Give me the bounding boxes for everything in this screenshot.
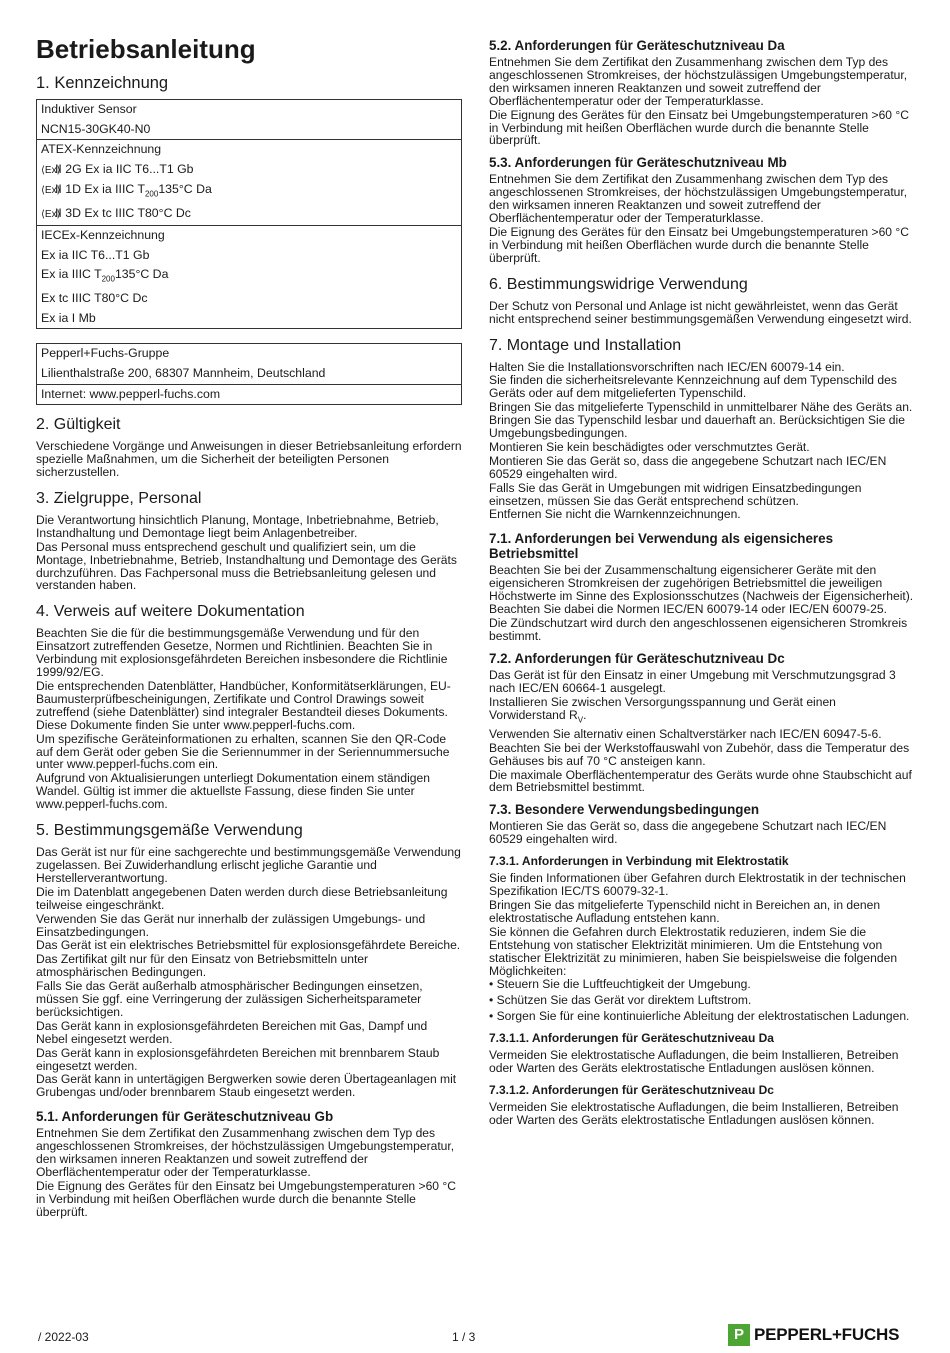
- section-heading: 1. Kennzeichnung: [36, 74, 169, 92]
- paragraph: Bringen Sie das mitgelieferte Typenschild nicht in Bereichen an, in denen elektrostatische Aufladung entstehen kann.: [489, 898, 881, 925]
- paragraph: Die Verantwortung hinsichtlich Planung, Montage, Inbetriebnahme, Betrieb, Instandhaltung und Demontage liegt beim Anlagenbetreiber.: [36, 512, 439, 540]
- paragraph: Entfernen Sie nicht die Warnkennzeichnungen.: [489, 507, 741, 522]
- atex-row: ⟨Ex⟩II 1D Ex ia IIIC $T_{200}135^\circ C$ Da: [37, 180, 462, 204]
- paragraph: Sie finden die sicherheitsrelevante Kennzeichnung auf dem Typenschild des Geräts oder auf dem mitgelieferten Typenschild.: [489, 373, 897, 401]
- table-cell: Pepperl+Fuchs-Gruppe: [37, 344, 462, 364]
- section-5-2: [489, 38, 914, 147]
- section-heading: 5. Bestimmungsgemäße Verwendung: [36, 822, 303, 840]
- iecex-row: Ex ia IIIC $T_{200}135^\circ C$ Da: [37, 265, 462, 289]
- paragraph: Montieren Sie das Gerät so, dass die angegebene Schutzart nach IEC/EN 60529 eingehalten wird.: [489, 453, 887, 481]
- paragraph: Beachten Sie bei der Zusammenschaltung eigensicherer Geräte mit den eigensicheren Stromkreisen der zugehörigen Betriebsmittel die jeweiligen Höchstwerte im Sinne des Explosionsschutzes (Nachweis der Eigensicherheit). Beachten Sie dabei die Normen IEC/EN 60079-14 oder IEC/EN 60079-25.: [489, 563, 914, 617]
- section-heading: 3. Zielgruppe, Personal: [36, 489, 202, 507]
- paragraph: Sie können die Gefahren durch Elektrostatik reduzieren, indem Sie die Entstehung von statischer Elektrizität minimieren. Um die Entstehung von statischer Elektrizität zu minimieren, haben Sie beispielsweise die folgenden Möglichkeiten:: [489, 924, 898, 978]
- paragraph: Die im Datenblatt angegebenen Daten werden durch diese Betriebsanleitung teilweise eingeschränkt.: [36, 884, 448, 912]
- paragraph: Um spezifische Geräteinformationen zu erhalten, scannen Sie den QR-Code auf dem Gerät oder geben Sie die Seriennummer in der Seriennummersuche unter www.pepperl-fuchs.com ein.: [36, 731, 450, 772]
- paragraph: Entnehmen Sie dem Zertifikat den Zusammenhang zwischen dem Typ des angeschlossenen Stromkreises, der höchstzulässigen Umgebungstemperatur, den wirksamen inneren Reaktanzen und soweit zutreffend der Oberflächentemperatur oder der Temperaturklasse.: [489, 172, 908, 226]
- paragraph: Falls Sie das Gerät außerhalb atmosphärischer Bedingungen einsetzen, müssen Sie ggf. eine Verringerung der zulässigen Sicherheitsparameter berücksichtigen.: [36, 979, 423, 1019]
- manufacturer-table: [36, 343, 462, 405]
- page-number: 1 / 3: [452, 1330, 476, 1344]
- paragraph: Das Gerät ist nur für eine sachgerechte und bestimmungsgemäße Verwendung zugelassen. Bei Zuwiderhandlung erlischt jegliche Garantie und Herstellerverantwortung.: [36, 845, 461, 885]
- paragraph: Das Zertifikat gilt nur für den Einsatz von Betriebsmitteln unter atmosphärischen Bedingungen.: [36, 952, 369, 980]
- ex-icon: ⟨Ex⟩: [41, 185, 61, 197]
- iecex-row: Ex ia I Mb: [37, 309, 462, 329]
- subsection-heading: 7.3.1.1. Anforderungen für Geräteschutzniveau Da: [489, 1031, 774, 1046]
- section-7-3: [489, 802, 914, 846]
- paragraph: Falls Sie das Gerät in Umgebungen mit widrigen Einsatzbedingungen einsetzen, müssen Sie das Gerät entsprechend schützen.: [489, 480, 862, 508]
- section-dokumentation: [36, 602, 462, 811]
- paragraph: Die Eignung des Gerätes für den Einsatz bei Umgebungstemperaturen >60 °C in Verbindung mit heißen Oberflächen wurde durch die benannte Stelle überprüft.: [489, 107, 909, 148]
- marking-table: [36, 99, 462, 329]
- paragraph: Verwenden Sie das Gerät nur innerhalb der zulässigen Umgebungs- und Einsatzbedingungen.: [36, 911, 426, 939]
- ex-icon: ⟨Ex⟩: [41, 164, 61, 176]
- paragraph: Die Zündschutzart wird durch den angeschlossenen eigensicheren Stromkreis bestimmt.: [489, 616, 908, 643]
- paragraph: Vermeiden Sie elektrostatische Aufladungen, die beim Installieren, Betreiben oder Warten des Geräts elektrostatische Entladungen auslösen können.: [489, 1048, 899, 1076]
- table-cell: IECEx-Kennzeichnung: [37, 226, 462, 246]
- paragraph: Aufgrund von Aktualisierungen unterliegt Dokumentation einem ständigen Wandel. Gültig ist immer die aktuellste Fassung, diese finden Sie unter www.pepperl-fuchs.com.: [36, 771, 430, 812]
- section-montage: [489, 336, 914, 522]
- subsection-heading: 5.2. Anforderungen für Geräteschutzniveau Da: [489, 38, 785, 53]
- paragraph: Entnehmen Sie dem Zertifikat den Zusammenhang zwischen dem Typ des angeschlossenen Stromkreises, der höchstzulässigen Umgebungstemperatur, den wirksamen inneren Reaktanzen und soweit zutreffend der Oberflächentemperatur oder der Temperaturklasse.: [36, 1126, 455, 1179]
- paragraph: Das Personal muss entsprechend geschult und qualifiziert sein, um die Montage, Inbetriebnahme, Betrieb, Instandhaltung und Demontage des Geräts durchzuführen. Das Fachpersonal muss die Betriebsanleitung gelesen und verstanden haben.: [36, 539, 457, 593]
- ex-icon: ⟨Ex⟩: [41, 209, 61, 221]
- company-logo: [728, 1324, 899, 1346]
- bullet-item: • Sorgen Sie für eine kontinuierliche Ableitung der elektrostatischen Ladungen.: [489, 1009, 910, 1024]
- section-heading: 4. Verweis auf weitere Dokumentation: [36, 603, 305, 621]
- table-cell: Lilienthalstraße 200, 68307 Mannheim, Deutschland: [37, 364, 462, 384]
- section-zielgruppe: [36, 489, 462, 592]
- paragraph: Verschiedene Vorgänge und Anweisungen in dieser Betriebsanleitung erfordern spezielle Maßnahmen, um die Sicherheit der beteiligten Personen sicherzustellen.: [36, 439, 462, 480]
- section-7-3-1: [489, 854, 914, 1023]
- table-cell: ATEX-Kennzeichnung: [37, 140, 462, 160]
- section-bestimmungsgemaess: [36, 821, 462, 1099]
- paragraph: Montieren Sie kein beschädigtes oder verschmutztes Gerät.: [489, 439, 810, 454]
- bullet-item: • Steuern Sie die Luftfeuchtigkeit der Umgebung.: [489, 977, 751, 992]
- section-7-1: [489, 531, 914, 642]
- paragraph: Die maximale Oberflächentemperatur des Geräts wurde ohne Staubschicht auf dem Betriebsmittel bestimmt.: [489, 767, 912, 795]
- subsection-heading: 5.3. Anforderungen für Geräteschutzniveau Mb: [489, 155, 787, 171]
- paragraph: Entnehmen Sie dem Zertifikat den Zusammenhang zwischen dem Typ des angeschlossenen Stromkreises, der höchstzulässigen Umgebungstemperatur, den wirksamen inneren Reaktanzen und soweit zutreffend der Oberflächentemperatur oder der Temperaturklasse.: [489, 55, 908, 108]
- table-cell: Induktiver Sensor: [37, 100, 462, 120]
- section-5-3: [489, 155, 914, 264]
- paragraph: Die Eignung des Gerätes für den Einsatz bei Umgebungstemperaturen >60 °C in Verbindung mit heißen Oberflächen wurde durch die benannte Stelle überprüft.: [489, 224, 909, 265]
- right-column: [489, 38, 914, 1135]
- table-cell: NCN15-30GK40-N0: [37, 120, 462, 140]
- section-kennzeichnung: [36, 74, 462, 405]
- atex-row: ⟨Ex⟩II 3D Ex tc IIIC T80°C Dc: [37, 204, 462, 225]
- atex-row: ⟨Ex⟩II 2G Ex ia IIC T6...T1 Gb: [37, 160, 462, 181]
- section-heading: 7. Montage und Installation: [489, 336, 682, 354]
- iecex-row: Ex ia IIC T6...T1 Gb: [37, 246, 462, 266]
- paragraph: Beachten Sie die für die bestimmungsgemäße Verwendung und für den Einsatzort zutreffenden Gesetze, Normen und Richtlinien. Beachten Sie in Verbindung mit explosionsgefährdeten Bereichen insbesondere die Richtlinie 1999/92/EG.: [36, 626, 448, 680]
- paragraph: Das Gerät ist ein elektrisches Betriebsmittel für explosionsgefährdete Bereiche.: [36, 938, 461, 953]
- logo-mark-icon: P: [728, 1324, 750, 1346]
- section-bestimmungswidrig: [489, 275, 914, 326]
- paragraph: Das Gerät kann in explosionsgefährdeten Bereichen mit brennbarem Staub eingesetzt werden.: [36, 1045, 440, 1073]
- document-title: Betriebsanleitung: [36, 34, 256, 64]
- paragraph: Beachten Sie bei der Werkstoffauswahl von Zubehör, dass die Temperatur des Gehäuses bis auf 70 °C ansteigen kann.: [489, 740, 910, 768]
- bullet-item: • Schützen Sie das Gerät vor direktem Luftstrom.: [489, 993, 752, 1008]
- iecex-row: Ex tc IIIC T80°C Dc: [37, 289, 462, 309]
- section-heading: 6. Bestimmungswidrige Verwendung: [489, 275, 748, 293]
- section-7-3-1-1: [489, 1031, 914, 1075]
- paragraph: Montieren Sie das Gerät so, dass die angegebene Schutzart nach IEC/EN 60529 eingehalten wird.: [489, 819, 887, 847]
- section-5-1: [36, 1109, 462, 1218]
- subsection-heading: 7.3.1.2. Anforderungen für Geräteschutzniveau Dc: [489, 1082, 774, 1097]
- section-7-2: [489, 651, 914, 795]
- subsection-heading: 7.3.1. Anforderungen in Verbindung mit Elektrostatik: [489, 854, 789, 869]
- paragraph: Bringen Sie das mitgelieferte Typenschild in unmittelbarer Nähe des Geräts an. Bringen Sie das Typenschild lesbar und dauerhaft an. Berücksichtigen Sie die Umgebungsbedingungen.: [489, 400, 913, 441]
- subsection-heading: 7.3. Besondere Verwendungsbedingungen: [489, 802, 760, 818]
- section-7-3-1-2: [489, 1083, 914, 1127]
- paragraph: Halten Sie die Installationsvorschriften nach IEC/EN 60079-14 ein.: [489, 359, 845, 374]
- left-column: [36, 34, 462, 1229]
- paragraph: Sie finden Informationen über Gefahren durch Elektrostatik in der technischen Spezifikation IEC/TS 60079-32-1.: [489, 871, 906, 899]
- section-heading: 2. Gültigkeit: [36, 416, 121, 434]
- footer-date: / 2022-03: [38, 1330, 89, 1344]
- paragraph: Das Gerät ist für den Einsatz in einer Umgebung mit Verschmutzungsgrad 3 nach IEC/EN 60664-1 ausgelegt.: [489, 667, 896, 695]
- paragraph: Vermeiden Sie elektrostatische Aufladungen, die beim Installieren, Betreiben oder Warten des Geräts elektrostatische Entladungen auslösen können.: [489, 1099, 899, 1127]
- logo-text: PEPPERL+FUCHS: [754, 1325, 900, 1344]
- section-gueltigkeit: [36, 415, 462, 479]
- paragraph: Installieren Sie zwischen Versorgungsspannung und Gerät einen Vorwiderstand $R_V$.: [489, 694, 836, 724]
- subsection-heading: 5.1. Anforderungen für Geräteschutzniveau Gb: [36, 1109, 334, 1125]
- paragraph: Das Gerät kann in untertägigen Bergwerken sowie deren Übertageanlagen mit Grubengas und/oder brennbarem Staub eingesetzt werden.: [36, 1072, 457, 1100]
- paragraph: Das Gerät kann in explosionsgefährdeten Bereichen mit Gas, Dampf und Nebel eingesetzt werden.: [36, 1018, 428, 1046]
- subsection-heading: 7.1. Anforderungen bei Verwendung als eigensicheres Betriebsmittel: [489, 531, 834, 562]
- paragraph: Verwenden Sie alternativ einen Schaltverstärker nach IEC/EN 60947-5-6.: [489, 726, 882, 741]
- table-cell: Internet: www.pepperl-fuchs.com: [37, 384, 462, 405]
- paragraph: Die entsprechenden Datenblätter, Handbücher, Konformitätserklärungen, EU-Baumusterprüfbescheinigungen, Zertifikate und Control Drawings soweit zutreffend (siehe Datenblätter) sind integraler Bestandteil dieses Dokuments. Diese Dokumente finden Sie unter www.pepperl-fuchs.com.: [36, 679, 451, 732]
- paragraph: Der Schutz von Personal und Anlage ist nicht gewährleistet, wenn das Gerät nicht entsprechend seiner bestimmungsgemäßen Verwendung eingesetzt wird.: [489, 298, 912, 326]
- subsection-heading: 7.2. Anforderungen für Geräteschutzniveau Dc: [489, 650, 785, 666]
- paragraph: Die Eignung des Gerätes für den Einsatz bei Umgebungstemperaturen >60 °C in Verbindung mit heißen Oberflächen wurde durch die benannte Stelle überprüft.: [36, 1178, 456, 1219]
